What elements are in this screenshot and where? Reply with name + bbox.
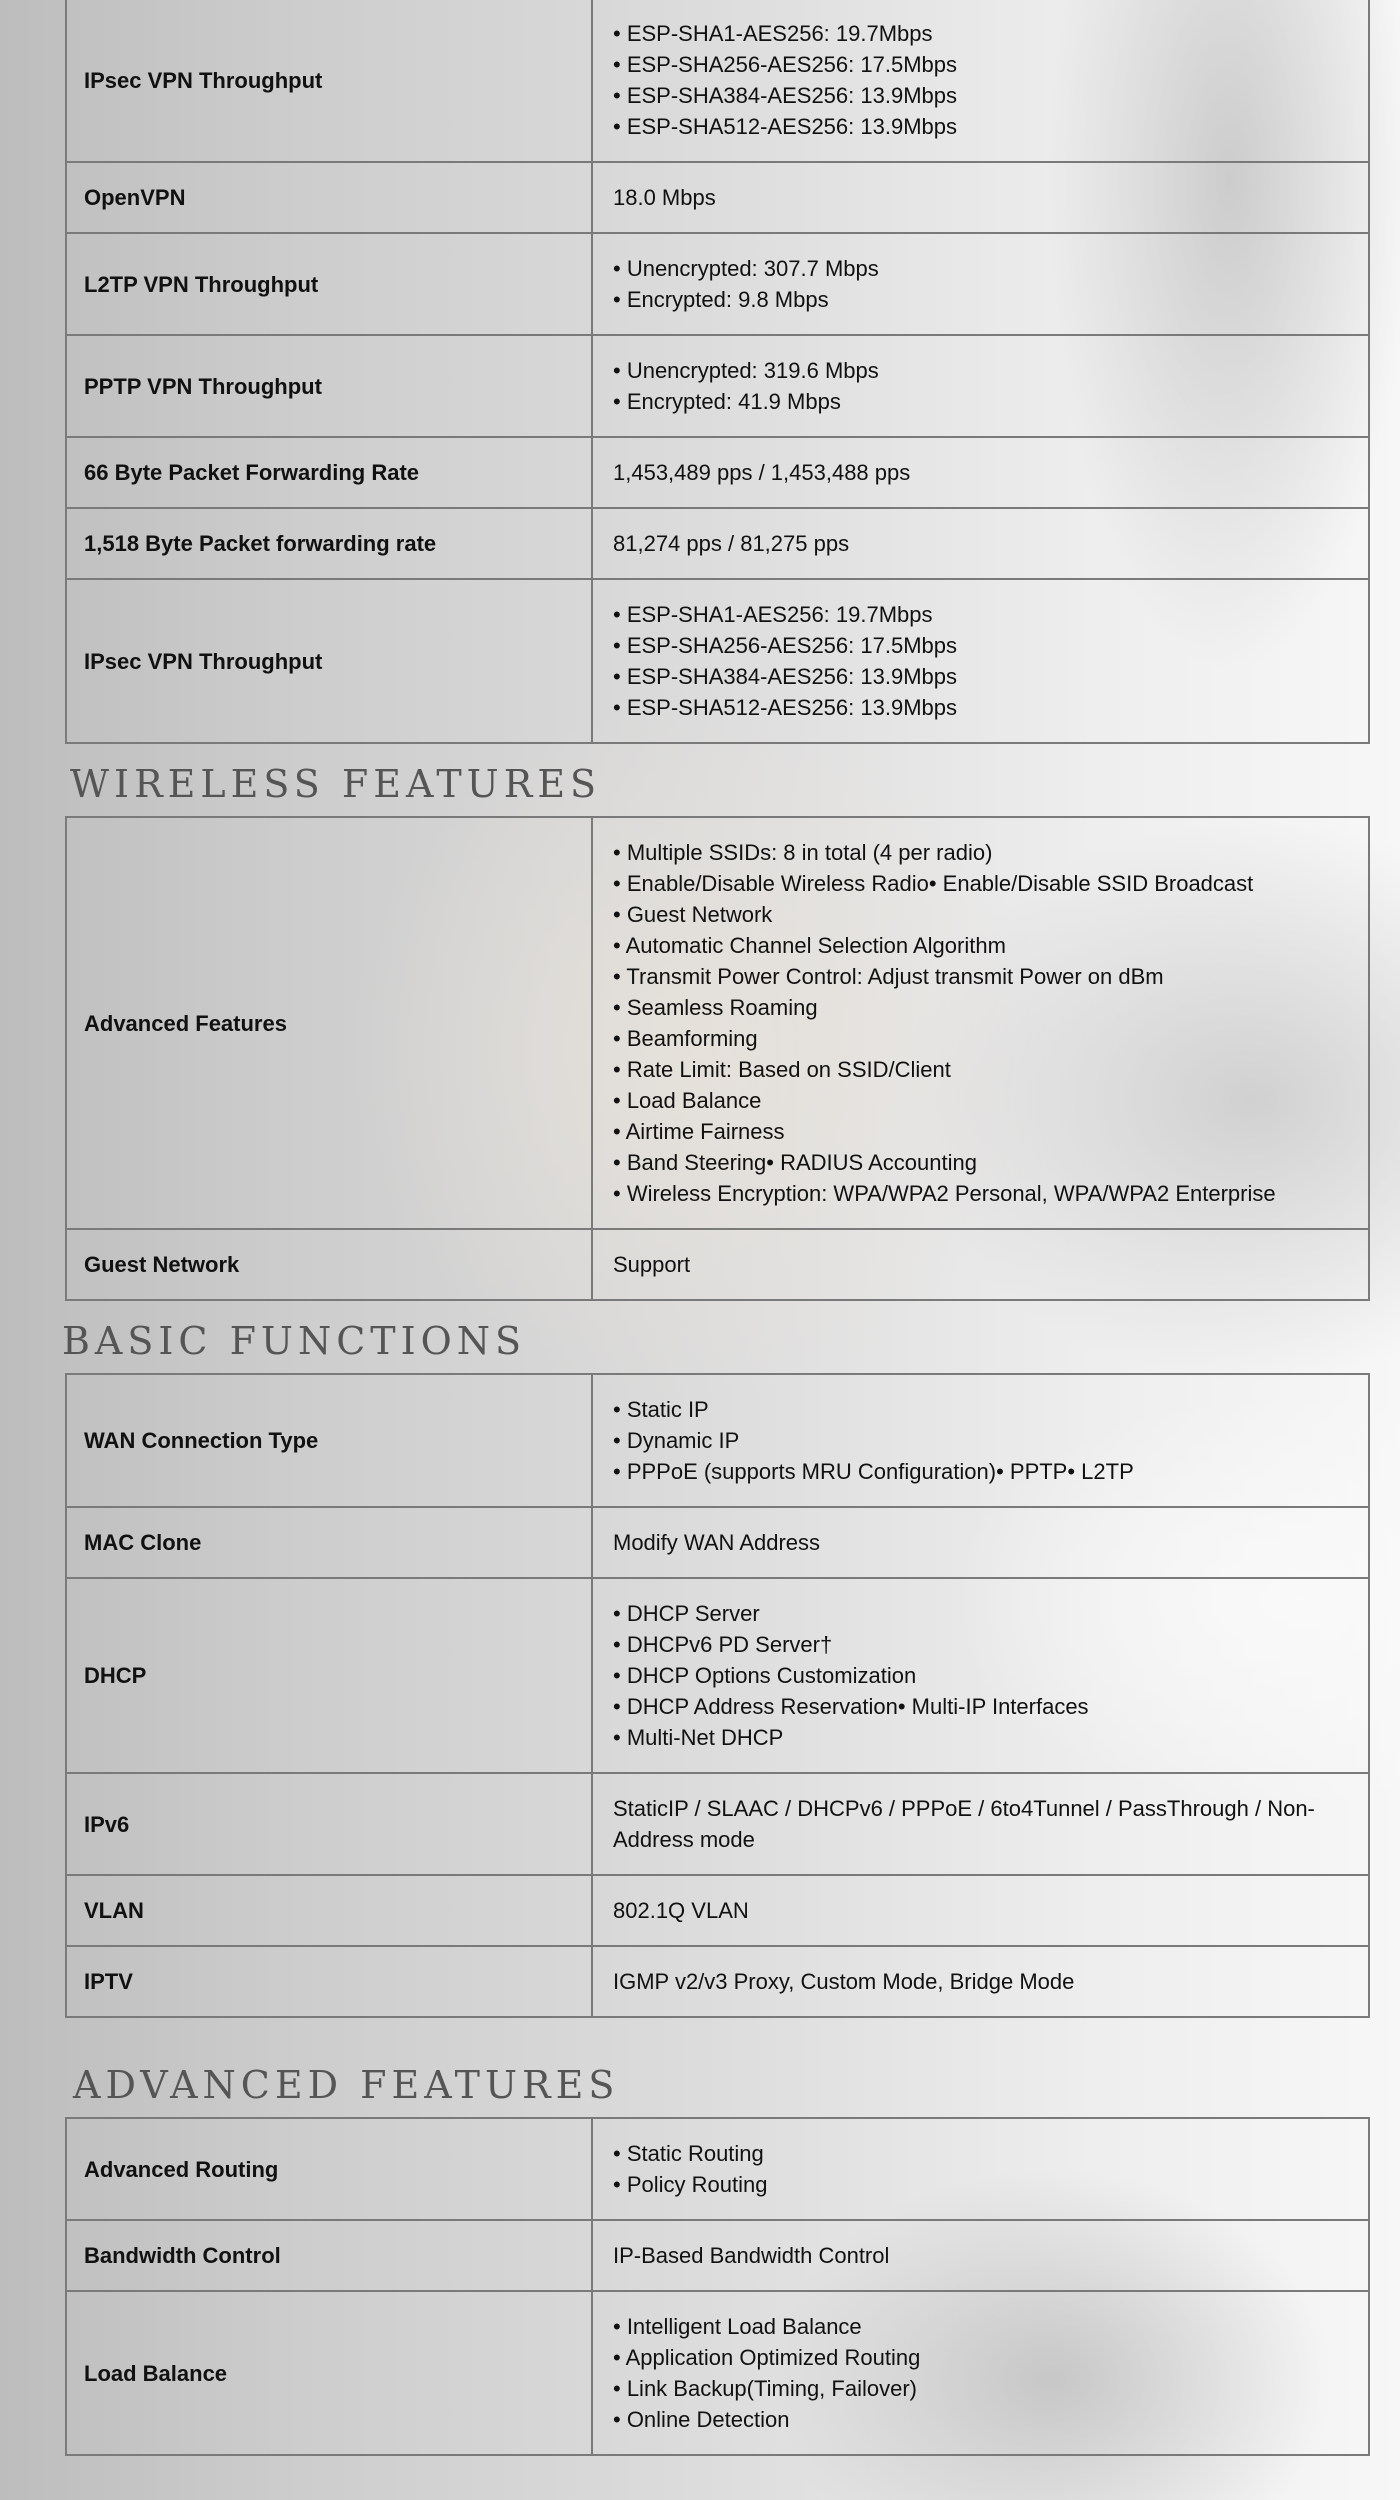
spec-value [592,2220,1369,2291]
spec-label: IPsec VPN Throughput [66,579,592,743]
spec-label: MAC Clone [66,1507,592,1578]
spec-value-line: • Encrypted: 41.9 Mbps [613,389,841,414]
spec-label: 1,518 Byte Packet forwarding rate [66,508,592,579]
spec-label: Load Balance [66,2291,592,2455]
spec-sheet [62,0,1370,2456]
spec-value-line: • ESP-SHA512-AES256: 13.9Mbps [613,114,957,139]
spec-value-line: Modify WAN Address [613,1530,821,1555]
spec-label: IPv6 [66,1773,592,1875]
spec-value-line: • Application Optimized Routing [613,2345,921,2370]
spec-value-line: • DHCP Address Reservation• Multi-IP Interfaces [613,1694,1089,1719]
spec-value-line: • DHCP Server [613,1601,760,1626]
spec-value-line: • Online Detection [613,2407,790,2432]
spec-value-line: • Wireless Encryption: WPA/WPA2 Personal, WPA/WPA2 Enterprise [613,1181,1276,1206]
section-heading: ADVANCED FEATURES [73,2063,620,2107]
spec-value [592,508,1369,579]
spec-label: Advanced Features [66,817,592,1229]
spec-value [592,437,1369,508]
table-row [66,1946,1369,2017]
spec-value-line: 802.1Q VLAN [613,1898,749,1923]
spec-value [592,335,1369,437]
spec-value-line: • Guest Network [613,902,773,927]
table-row [66,2220,1369,2291]
spec-label: OpenVPN [66,162,592,233]
spec-label: VLAN [66,1875,592,1946]
spec-value [592,2118,1369,2220]
table-row [66,1875,1369,1946]
spec-value-line: • DHCP Options Customization [613,1663,917,1688]
spec-value-line: • ESP-SHA384-AES256: 13.9Mbps [613,664,957,689]
spec-value [592,1875,1369,1946]
spec-value-line: • ESP-SHA1-AES256: 19.7Mbps [613,602,933,627]
spec-label: Bandwidth Control [66,2220,592,2291]
spec-value-line: • Static Routing [613,2141,764,2166]
spec-label: 66 Byte Packet Forwarding Rate [66,437,592,508]
table-row [66,1507,1369,1578]
spec-table [65,1373,1370,2018]
spec-value-line: IP-Based Bandwidth Control [613,2243,890,2268]
spec-label: Advanced Routing [66,2118,592,2220]
spec-value-line: • Link Backup(Timing, Failover) [613,2376,917,2401]
spec-label: PPTP VPN Throughput [66,335,592,437]
spec-value-line: • Policy Routing [613,2172,768,2197]
spec-table [65,2117,1370,2456]
spec-value [592,0,1369,162]
spec-value-line: • Dynamic IP [613,1428,740,1453]
spec-value-line: • ESP-SHA384-AES256: 13.9Mbps [613,83,957,108]
spec-value-line: StaticIP / SLAAC / DHCPv6 / PPPoE / 6to4Tunnel / PassThrough / Non-Address mode [613,1796,1315,1852]
spec-value-line: Support [613,1252,691,1277]
spec-value-line: • Beamforming [613,1026,758,1051]
spec-label: WAN Connection Type [66,1374,592,1507]
spec-label: DHCP [66,1578,592,1773]
table-row [66,2291,1369,2455]
spec-value-line: • Automatic Channel Selection Algorithm [613,933,1006,958]
spec-value-line: 18.0 Mbps [613,185,716,210]
spec-value-line: • ESP-SHA512-AES256: 13.9Mbps [613,695,957,720]
spec-value-line: • Static IP [613,1397,709,1422]
spec-value-line: • Band Steering• RADIUS Accounting [613,1150,977,1175]
table-row [66,2118,1369,2220]
spec-label: IPsec VPN Throughput [66,0,592,162]
spec-value-line: IGMP v2/v3 Proxy, Custom Mode, Bridge Mode [613,1969,1075,1994]
spec-value-line: • ESP-SHA1-AES256: 19.7Mbps [613,21,933,46]
table-row [66,508,1369,579]
spec-value-line: • Airtime Fairness [613,1119,785,1144]
table-row [66,1578,1369,1773]
spec-value [592,162,1369,233]
spec-value [592,1507,1369,1578]
spec-table [65,0,1370,744]
spec-value-line: • Load Balance [613,1088,762,1113]
spec-label: L2TP VPN Throughput [66,233,592,335]
spec-value-line: • Encrypted: 9.8 Mbps [613,287,829,312]
section-heading: WIRELESS FEATURES [70,762,602,806]
spec-label: IPTV [66,1946,592,2017]
spec-value [592,579,1369,743]
table-row [66,579,1369,743]
table-row [66,233,1369,335]
spec-value-line: • ESP-SHA256-AES256: 17.5Mbps [613,52,957,77]
spec-value-line: • Multiple SSIDs: 8 in total (4 per radio) [613,840,993,865]
spec-value [592,1229,1369,1300]
spec-value [592,1773,1369,1875]
spec-value [592,1578,1369,1773]
table-row [66,335,1369,437]
table-row [66,1374,1369,1507]
spec-value [592,233,1369,335]
spec-value-line: • DHCPv6 PD Server† [613,1632,833,1657]
spec-value-line: • Enable/Disable Wireless Radio• Enable/Disable SSID Broadcast [613,871,1254,896]
spec-value-line: • Unencrypted: 307.7 Mbps [613,256,879,281]
table-row [66,1229,1369,1300]
spec-label: Guest Network [66,1229,592,1300]
spec-value-line: • Multi-Net DHCP [613,1725,784,1750]
spec-value-line: • Rate Limit: Based on SSID/Client [613,1057,951,1082]
spec-value-line: 1,453,489 pps / 1,453,488 pps [613,460,911,485]
table-row [66,1773,1369,1875]
spec-value-line: • Seamless Roaming [613,995,818,1020]
spec-value [592,817,1369,1229]
table-row [66,437,1369,508]
spec-value [592,1374,1369,1507]
spec-value [592,2291,1369,2455]
spec-value-line: 81,274 pps / 81,275 pps [613,531,850,556]
table-row [66,0,1369,162]
table-row [66,817,1369,1229]
spec-table [65,816,1370,1301]
section-heading: BASIC FUNCTIONS [62,1319,527,1363]
spec-value-line: • Unencrypted: 319.6 Mbps [613,358,879,383]
spec-value-line: • PPPoE (supports MRU Configuration)• PPTP• L2TP [613,1459,1134,1484]
spec-value-line: • Transmit Power Control: Adjust transmit Power on dBm [613,964,1164,989]
spec-value [592,1946,1369,2017]
spec-value-line: • Intelligent Load Balance [613,2314,862,2339]
table-row [66,162,1369,233]
spec-value-line: • ESP-SHA256-AES256: 17.5Mbps [613,633,957,658]
